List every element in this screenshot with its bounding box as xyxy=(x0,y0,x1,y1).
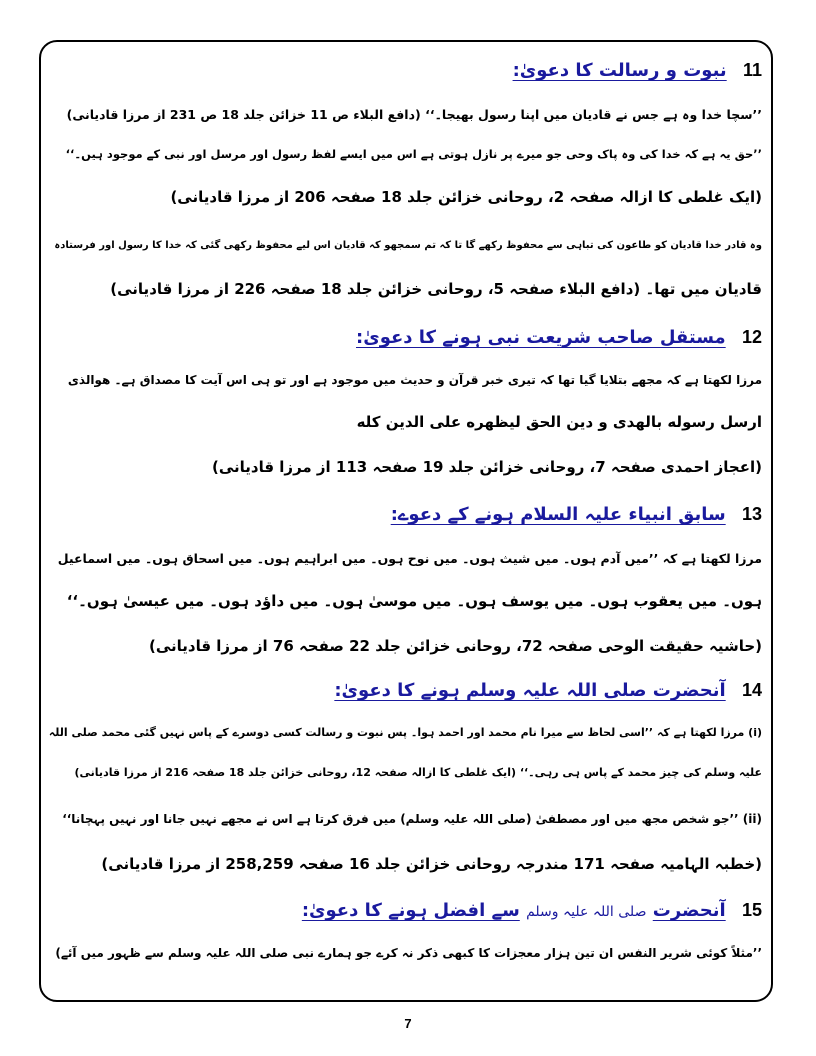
s11-line-5: قادیان میں تھا۔ (دافع البلاء صفحہ 5، روحانی خزائن جلد 18 صفحہ 226 از مرزا قادیانی) xyxy=(110,280,762,298)
s13-line-1: مرزا لکھتا ہے کہ ’’میں آدم ہوں۔ میں شیث ہوں۔ میں نوح ہوں۔ میں ابراہیم ہوں۔ میں اسحاق ہوں۔ میں اسماعیل xyxy=(57,551,762,566)
section-title: آنحضرت صلی اللہ علیہ وسلم ہونے کا دعویٰ: xyxy=(334,680,726,701)
section-title: نبوت و رسالت کا دعویٰ: xyxy=(512,60,727,81)
section-number: 15 xyxy=(741,900,762,920)
section-title: مستقل صاحب شریعت نبی ہونے کا دعویٰ: xyxy=(356,327,726,348)
s14-line-2: علیہ وسلم کی چیز محمد کے پاس ہی رہی۔‘‘ (ایک غلطی کا ازالہ صفحہ 12، روحانی خزائن جلد 18 صفحہ 216 از مرزا قادیانی) xyxy=(74,766,762,779)
heading-12 xyxy=(50,327,762,348)
s11-line-2: ’’حق یہ ہے کہ خدا کی وہ پاک وحی جو میرے پر نازل ہوتی ہے اس میں ایسے لفظ رسول اور مرسل اور نبی کے موجود ہیں۔‘‘ xyxy=(65,147,762,161)
section-number: 11 xyxy=(742,60,762,80)
s14-line-4: (خطبہ الہامیہ صفحہ 171 مندرجہ روحانی خزائن جلد 16 صفحہ 258,259 از مرزا قادیانی) xyxy=(101,855,762,873)
heading-11 xyxy=(50,60,762,81)
s11-line-3: (ایک غلطی کا ازالہ صفحہ 2، روحانی خزائن جلد 18 صفحہ 206 از مرزا قادیانی) xyxy=(170,188,762,206)
s12-line-2: ارسل رسوله بالهدی و دین الحق لیظهره علی الدین کله xyxy=(356,413,762,431)
heading-14 xyxy=(50,680,762,701)
s15-line-1: ’’مثلاً کوئی شریر النفس ان تین ہزار معجزات کا کبھی ذکر نہ کرے جو ہمارے نبی صلی اللہ علیہ وسلم سے ظہور میں آئے) xyxy=(55,946,762,960)
s13-line-3: (حاشیہ حقیقت الوحی صفحہ 72، روحانی خزائن جلد 22 صفحہ 76 از مرزا قادیانی) xyxy=(148,637,762,655)
heading-13 xyxy=(50,504,762,525)
section-number: 12 xyxy=(741,327,762,347)
s14-line-3: (ii) ’’جو شخص مجھ میں اور مصطفیٰ (صلی اللہ علیہ وسلم) میں فرق کرتا ہے اس نے مجھے نہیں جانا اور نہیں پہچانا‘‘ xyxy=(62,812,762,826)
section-title-part-c: سے افضل ہونے کا دعویٰ: xyxy=(301,900,520,921)
s12-line-3: (اعجاز احمدی صفحہ 7، روحانی خزائن جلد 19 صفحہ 113 از مرزا قادیانی) xyxy=(211,458,762,476)
page-number: 7 xyxy=(404,1016,412,1031)
section-title-honorific: صلی اللہ علیہ وسلم xyxy=(526,904,647,920)
s11-line-4: وہ قادر خدا قادیان کو طاعون کی تباہی سے محفوظ رکھے گا تا کہ تم سمجھو کہ قادیان اس لیے محفوظ رکھی گئی کہ خدا کا رسول اور فرستادہ xyxy=(54,240,762,251)
section-title: سابق انبیاء علیہ السلام ہونے کے دعوے: xyxy=(390,504,726,525)
s13-line-2: ہوں۔ میں یعقوب ہوں۔ میں یوسف ہوں۔ میں موسیٰ ہوں۔ میں داؤد ہوں۔ میں عیسیٰ ہوں۔‘‘ xyxy=(66,592,762,610)
section-title-part-a: آنحضرت xyxy=(652,900,726,921)
section-number: 13 xyxy=(741,504,762,524)
s14-line-1: (i) مرزا لکھتا ہے کہ ’’اسی لحاظ سے میرا نام محمد اور احمد ہوا۔ پس نبوت و رسالت کسی دوسرے کے پاس نہیں گئی محمد صلی اللہ xyxy=(48,726,762,739)
section-number: 14 xyxy=(741,680,762,700)
s12-line-1: مرزا لکھتا ہے کہ مجھے بتلایا گیا تھا کہ تیری خبر قرآن و حدیث میں موجود ہے اور تو ہی اس آیت کا مصداق ہے۔ ھوالذی xyxy=(67,373,762,387)
s11-line-1: ’’سچا خدا وہ ہے جس نے قادیان میں اپنا رسول بھیجا۔‘‘ (دافع البلاء ص 11 خزائن جلد 18 ص 231 از مرزا قادیانی) xyxy=(66,107,762,122)
heading-15 xyxy=(50,900,762,921)
